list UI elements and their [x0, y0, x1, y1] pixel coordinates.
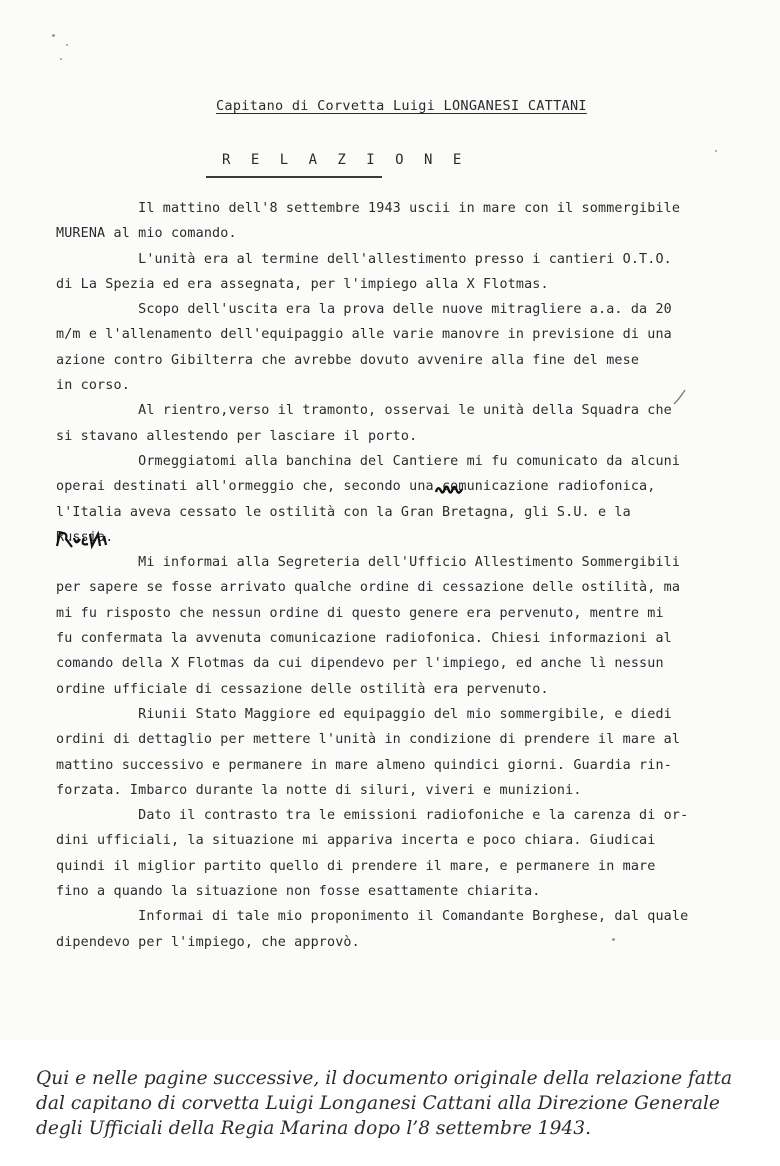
text-line: MURENA al mio comando. [56, 226, 237, 242]
title-underline [206, 176, 382, 178]
text-line: Scopo dell'uscita era la prova delle nuove mitragliere a.a. da 20 [56, 302, 672, 318]
text-line: fu confermata la avvenuta comunicazione radiofonica. Chiesi informazioni al [56, 631, 672, 647]
text-line: Mi informai alla Segreteria dell'Ufficio Allestimento Sommergibili [56, 555, 681, 571]
text-line: quindi il miglior partito quello di prendere il mare, e permanere in mare [56, 858, 656, 874]
text-line: in corso. [56, 378, 130, 394]
caption-line: dal capitano di corvetta Luigi Longanesi Cattani alla Direzione Generale [36, 1093, 720, 1114]
text-line: Riunii Stato Maggiore ed equipaggio del mio sommergibile, e diedi [56, 706, 672, 722]
text-line: Russia. [56, 529, 114, 545]
text-line: Al rientro,verso il tramonto, osservai le unità della Squadra che [56, 403, 672, 419]
paper-speck [715, 150, 717, 152]
text-line: dini ufficiali, la situazione mi appariva incerta e poco chiara. Giudicai [56, 833, 656, 849]
caption-line: Qui e nelle pagine successive, il documento originale della relazione fatta [36, 1068, 733, 1089]
text-line: l'Italia aveva cessato le ostilità con la Gran Bretagna, gli S.U. e la [56, 504, 631, 520]
text-line: operai destinati all'ormeggio che, secondo una comunicazione radiofonica, [56, 479, 656, 495]
text-line: Dato il contrasto tra le emissioni radiofoniche e la carenza di or- [56, 808, 689, 824]
handwritten-correction-mark [434, 482, 464, 498]
text-line: ordini di dettaglio per mettere l'unità in condizione di prendere il mare al [56, 732, 681, 748]
text-line: comando della X Flotmas da cui dipendevo per l'impiego, ed anche lì nessun [56, 656, 664, 672]
report-title: R E L A Z I O N E [222, 152, 468, 168]
paper-speck [66, 44, 68, 46]
text-line: Informai di tale mio proponimento il Comandante Borghese, dal quale [56, 909, 689, 925]
text-line: mattino successivo e permanere in mare almeno quindici giorni. Guardia rin- [56, 757, 672, 773]
report-body [56, 196, 746, 955]
paper-speck [52, 34, 55, 37]
text-line: azione contro Gibilterra che avrebbe dovuto avvenire alla fine del mese [56, 352, 640, 368]
caption-line: degli Ufficiali della Regia Marina dopo l’8 settembre 1943. [36, 1118, 591, 1139]
text-line: fino a quando la situazione non fosse esattamente chiarita. [56, 884, 541, 900]
pencil-tick-mark [672, 388, 688, 406]
text-line: dipendevo per l'impiego, che approvò. [56, 934, 360, 950]
text-line: ordine ufficiale di cessazione delle ostilità era pervenuto. [56, 681, 549, 697]
text-line: Ormeggiatomi alla banchina del Cantiere mi fu comunicato da alcuni [56, 453, 681, 469]
handwritten-correction-mark [54, 530, 120, 550]
page-caption [36, 1066, 756, 1141]
paper-speck [60, 58, 62, 60]
text-line: m/m e l'allenamento dell'equipaggio alle varie manovre in previsione di una [56, 327, 672, 343]
text-line: L'unità era al termine dell'allestimento presso i cantieri O.T.O. [56, 251, 672, 267]
text-line: per sapere se fosse arrivato qualche ordine di cessazione delle ostilità, ma [56, 580, 681, 596]
document-heading: Capitano di Corvetta Luigi LONGANESI CATTANI [216, 98, 587, 114]
text-line: mi fu risposto che nessun ordine di questo genere era pervenuto, mentre mi [56, 605, 664, 621]
text-line: si stavano allestendo per lasciare il porto. [56, 428, 418, 444]
text-line: di La Spezia ed era assegnata, per l'impiego alla X Flotmas. [56, 276, 549, 292]
text-line: forzata. Imbarco durante la notte di siluri, viveri e munizioni. [56, 782, 582, 798]
text-line: Il mattino dell'8 settembre 1943 uscii in mare con il sommergibile [56, 201, 681, 216]
